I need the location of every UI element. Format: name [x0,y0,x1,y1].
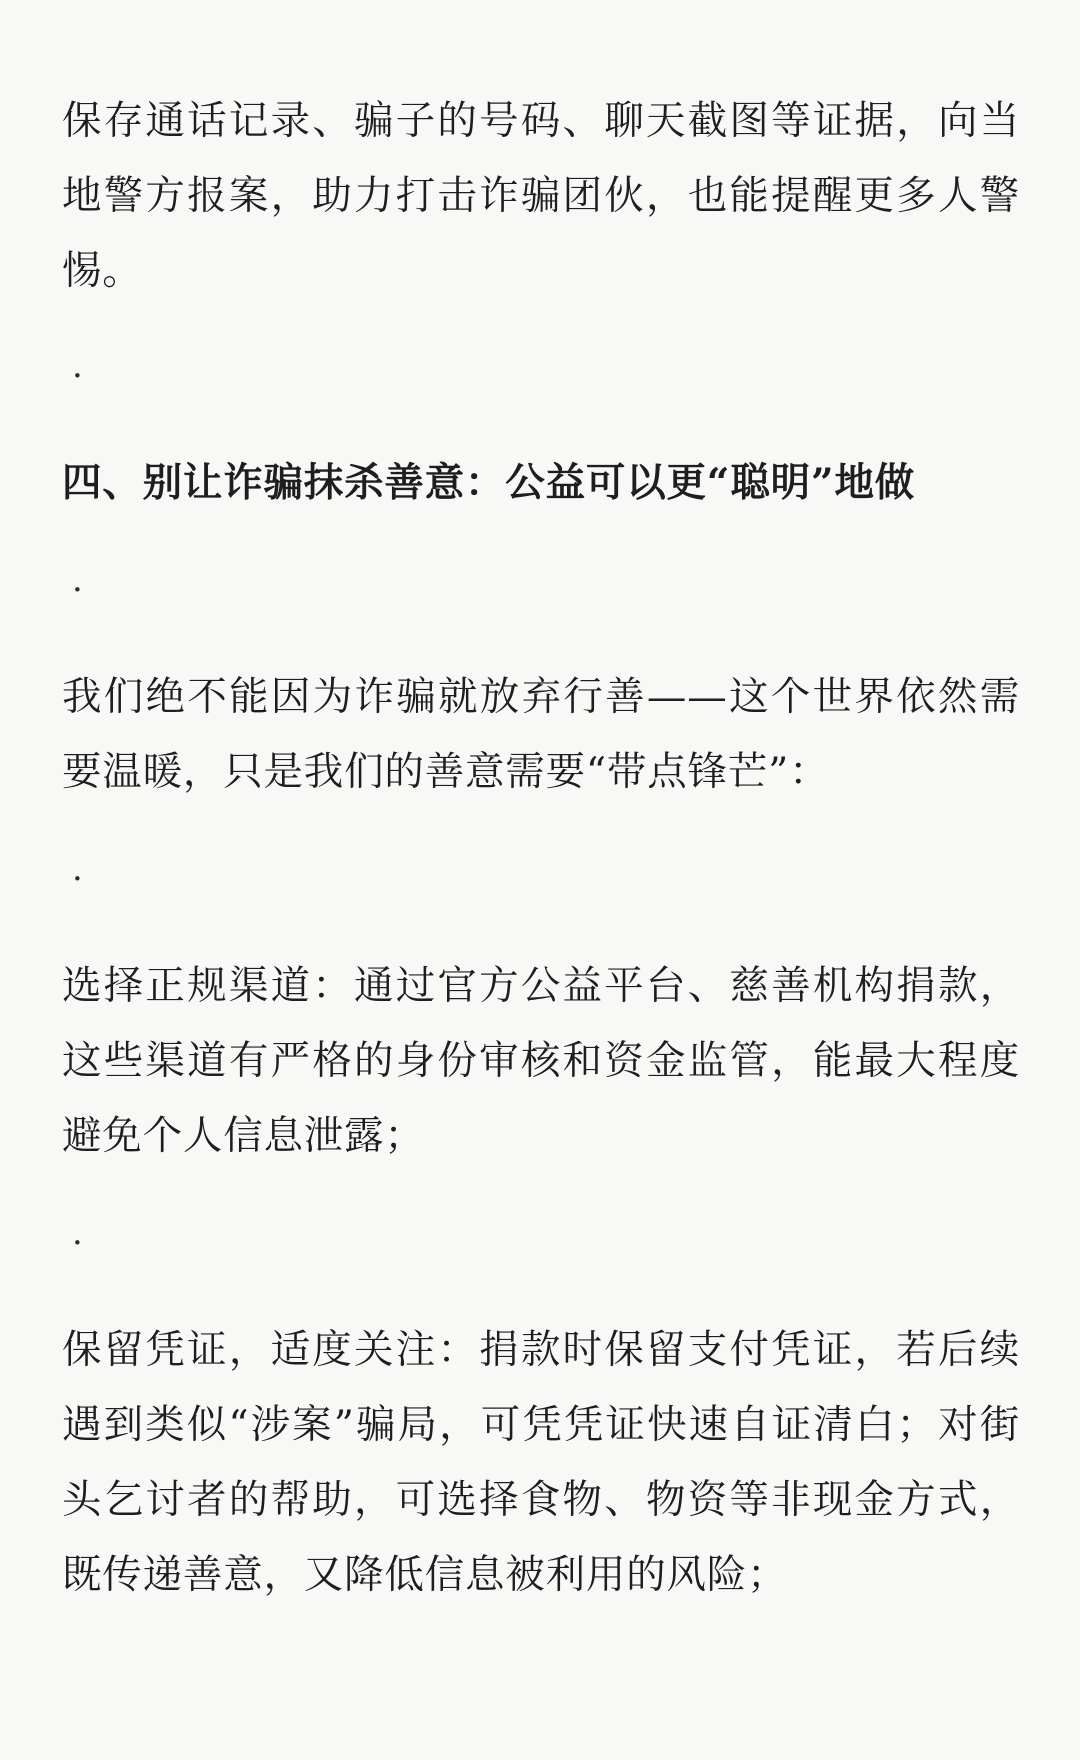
paragraph-evidence-report: 保存通话记录、骗子的号码、聊天截图等证据，向当地警方报案，助力打击诈骗团伙，也能提醒更多人警惕。 [62,98,1020,294]
separator-dot: · [72,1223,83,1263]
separator-dot: · [72,859,83,899]
spacer [62,521,1020,553]
paragraph-keep-kindness: 我们绝不能因为诈骗就放弃行善——这个世界依然需要温暖，只是我们的善意需要“带点锋芒”： [62,674,1020,795]
paragraph-keep-receipts: 保留凭证，适度关注：捐款时保留支付凭证，若后续遇到类似“涉案”骗局，可凭凭证快速自证清白；对街头乞讨者的帮助，可选择食物、物资等非现金方式，既传递善意，又降低信息被利用的风险； [62,1327,1020,1598]
spacer [62,628,1020,660]
separator-dot: · [72,356,83,396]
spacer [62,1174,1020,1206]
spacer [62,917,1020,949]
spacer [62,414,1020,446]
spacer [62,1281,1020,1313]
paragraph-official-channels: 选择正规渠道：通过官方公益平台、慈善机构捐款，这些渠道有严格的身份审核和资金监管，能最大程度避免个人信息泄露； [62,963,1020,1159]
spacer [62,810,1020,842]
separator-dot: · [72,570,83,610]
section-heading: 四、别让诈骗抹杀善意：公益可以更“聪明”地做 [62,460,916,506]
spacer [62,309,1020,339]
